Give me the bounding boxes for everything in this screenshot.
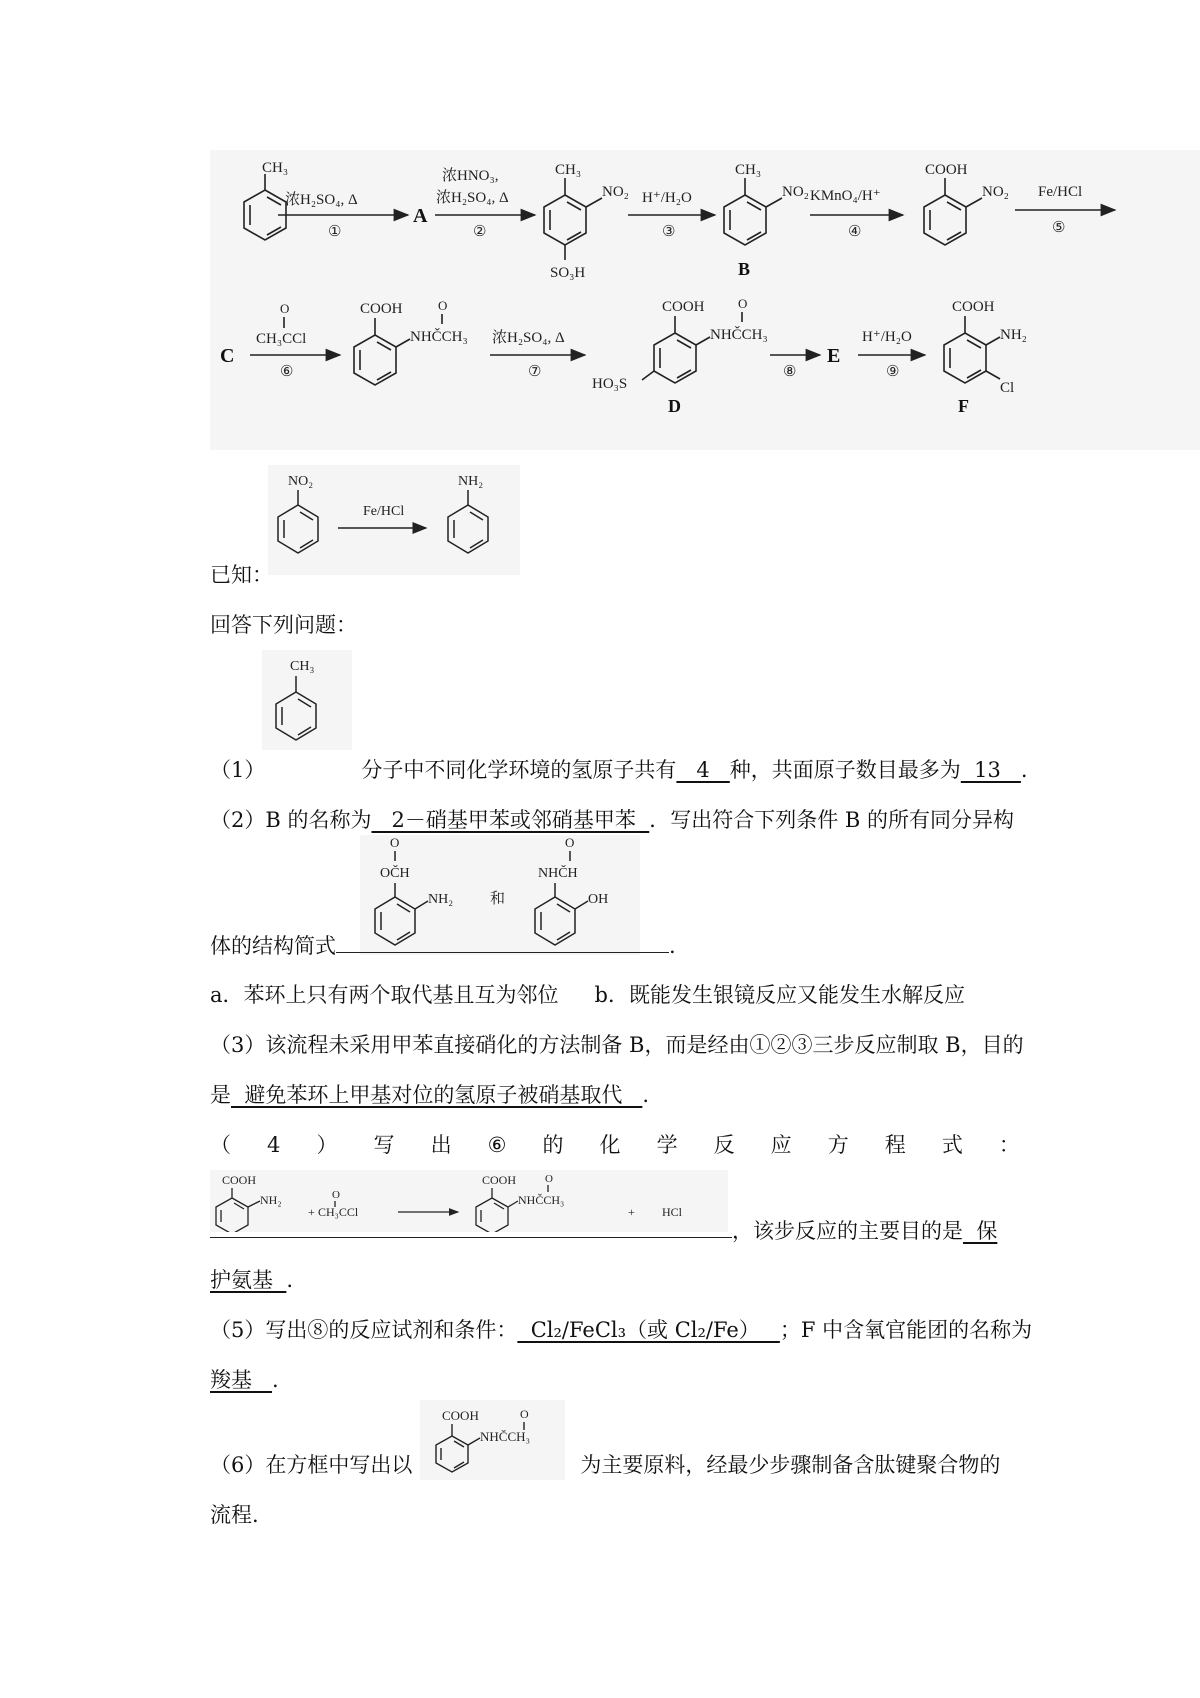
svg-text:NO₂: NO₂ xyxy=(602,184,629,200)
question-4-line-3: 护氨基 . xyxy=(210,1268,294,1292)
svg-text:Cl: Cl xyxy=(1000,380,1015,396)
svg-text:CH₃: CH₃ xyxy=(262,160,289,176)
question-5-line-1: （5）写出⑧的反应试剂和条件： Cl₂/FeCl₃（或 Cl₂/Fe） ；F 中含氧官能团的名称为 xyxy=(210,1318,1033,1342)
svg-text:NHČCH₃: NHČCH₃ xyxy=(710,327,768,343)
svg-text:COOH: COOH xyxy=(442,1408,479,1423)
svg-text:NHČH: NHČH xyxy=(538,866,578,881)
isomer-1-structure xyxy=(375,835,453,945)
svg-text:O: O xyxy=(390,835,400,850)
svg-text:NH₂: NH₂ xyxy=(260,1193,282,1207)
step-7-arrow xyxy=(490,329,585,380)
svg-text:B: B xyxy=(738,259,751,279)
svg-text:⑧: ⑧ xyxy=(783,364,797,380)
compound-a-label: A xyxy=(413,205,428,227)
step-8-arrow xyxy=(770,355,820,380)
svg-text:COOH: COOH xyxy=(662,299,705,315)
known-reagent: Fe/HCl xyxy=(363,504,405,519)
svg-text:CH₃: CH₃ xyxy=(290,659,315,674)
svg-text:HCl: HCl xyxy=(662,1205,683,1219)
svg-text:⑤: ⑤ xyxy=(1052,220,1066,236)
condition-b: b．既能发生银镜反应又能发生水解反应 xyxy=(594,983,965,1007)
svg-text:⑦: ⑦ xyxy=(528,364,542,380)
svg-text:OČH: OČH xyxy=(380,866,410,881)
q4-answer-part-1: 保 xyxy=(963,1219,998,1243)
q1-toluene-figure xyxy=(262,650,352,750)
intro-text: 回答下列问题： xyxy=(210,613,357,637)
question-4-line-2: ，该步反应的主要目的是 保 xyxy=(210,1215,997,1246)
svg-text:H⁺/H₂O: H⁺/H₂O xyxy=(862,329,912,345)
svg-text:COOH: COOH xyxy=(952,299,995,315)
svg-text:CH₃: CH₃ xyxy=(555,162,582,178)
isomer-and-connector: 和 xyxy=(490,891,506,907)
step-9-arrow xyxy=(858,329,925,380)
svg-text:NO₂: NO₂ xyxy=(782,184,809,200)
svg-text:+: + xyxy=(628,1205,635,1219)
svg-text:KMnO₄/H⁺: KMnO₄/H⁺ xyxy=(810,188,881,204)
svg-text:①: ① xyxy=(328,224,342,240)
q2-isomer-answer-blank xyxy=(336,930,669,953)
svg-text:O: O xyxy=(438,298,448,313)
svg-text:O: O xyxy=(738,296,748,311)
svg-text:H⁺/H₂O: H⁺/H₂O xyxy=(642,190,692,206)
svg-text:COOH: COOH xyxy=(222,1173,257,1187)
question-2-conditions xyxy=(210,980,965,1010)
svg-text:+: + xyxy=(308,1205,315,1219)
compound-f-structure xyxy=(944,299,1027,416)
step-2-arrow xyxy=(435,167,535,240)
step-1-arrow xyxy=(278,191,408,240)
svg-text:O: O xyxy=(545,1173,553,1185)
svg-text:CH₃CCl: CH₃CCl xyxy=(256,331,307,347)
svg-text:HO₃S: HO₃S xyxy=(592,376,628,392)
question-4-line-1: （ 4 ） 写 出 ⑥ 的 化 学 反 应 方 程 式 ： xyxy=(210,1133,1020,1157)
nitrotoluene-sulfonic-acid-structure xyxy=(544,162,629,281)
svg-text:CH₃: CH₃ xyxy=(735,162,762,178)
svg-text:Fe/HCl: Fe/HCl xyxy=(1038,184,1083,200)
svg-text:NH₂: NH₂ xyxy=(1000,327,1027,343)
aniline-structure xyxy=(448,474,488,553)
compound-c-label: C xyxy=(220,345,235,367)
svg-text:O: O xyxy=(565,835,575,850)
svg-text:F: F xyxy=(958,396,969,416)
svg-text:CH₃CCl: CH₃CCl xyxy=(318,1205,359,1219)
svg-text:NHČCH₃: NHČCH₃ xyxy=(480,1429,531,1444)
svg-text:O: O xyxy=(332,1189,340,1201)
step-4-arrow xyxy=(810,188,903,240)
question-6-line-2: 流程. xyxy=(210,1503,259,1527)
q1-answer-h-environments: 4 xyxy=(676,758,730,782)
question-2-line-2: 体的结构简式 . xyxy=(210,930,676,961)
step-3-arrow xyxy=(628,190,715,240)
svg-text:COOH: COOH xyxy=(360,301,403,317)
q5-answer-functional-group: 羧基 xyxy=(210,1368,273,1392)
acetamido-benzoic-acid-structure xyxy=(354,298,468,385)
svg-text:NH₂: NH₂ xyxy=(458,474,484,489)
svg-text:COOH: COOH xyxy=(925,162,968,178)
svg-text:SO₃H: SO₃H xyxy=(550,265,586,281)
svg-text:NO₂: NO₂ xyxy=(982,184,1009,200)
svg-text:浓H₂SO₄, Δ: 浓H₂SO₄, Δ xyxy=(492,330,565,346)
q5-answer-reagents: Cl₂/FeCl₃（或 Cl₂/Fe） xyxy=(517,1318,780,1342)
svg-text:NH₂: NH₂ xyxy=(428,892,454,907)
q4-equation-blank xyxy=(210,1215,732,1238)
reaction-scheme-figure xyxy=(210,150,1200,450)
step-5-arrow xyxy=(1015,184,1115,236)
svg-text:COOH: COOH xyxy=(482,1173,517,1187)
question-2-line-1: （2）B 的名称为 2－硝基甲苯或邻硝基甲苯 ．写出符合下列条件 B 的所有同分异构 xyxy=(210,808,1014,832)
compound-d-structure xyxy=(592,296,768,416)
svg-text:浓H₂SO₄, Δ: 浓H₂SO₄, Δ xyxy=(285,192,358,208)
svg-text:O: O xyxy=(520,1407,529,1421)
svg-text:NHČCH₃: NHČCH₃ xyxy=(518,1193,565,1207)
known-label: 已知： xyxy=(210,563,273,587)
question-3-line-1: （3）该流程未采用甲苯直接硝化的方法制备 B，而是经由①②③三步反应制取 B，目的 xyxy=(210,1033,1024,1057)
question-5-line-2: 羧基 . xyxy=(210,1368,279,1392)
svg-text:⑨: ⑨ xyxy=(886,364,900,380)
compound-e-label: E xyxy=(827,345,841,367)
svg-text:⑥: ⑥ xyxy=(280,364,294,380)
svg-text:浓H₂SO₄, Δ: 浓H₂SO₄, Δ xyxy=(436,190,509,206)
question-6-line-1: （6）在方框中写出以 为主要原料，经最少步骤制备含肽键聚合物的 xyxy=(210,1453,1001,1477)
svg-text:浓HNO₃,: 浓HNO₃, xyxy=(442,168,499,184)
nitrobenzene-structure xyxy=(278,474,318,553)
question-1: （1） 分子中不同化学环境的氢原子共有 4 种，共面原子数目最多为 13 . xyxy=(210,758,1028,782)
svg-text:NO₂: NO₂ xyxy=(288,474,314,489)
q3-answer: 避免苯环上甲基对位的氢原子被硝基取代 xyxy=(231,1083,643,1107)
q2-answer-name: 2－硝基甲苯或邻硝基甲苯 xyxy=(371,808,650,832)
toluene-structure xyxy=(244,160,288,240)
condition-a: a．苯环上只有两个取代基且互为邻位 xyxy=(210,983,559,1007)
compound-b-structure xyxy=(724,162,809,279)
q1-answer-coplanar-atoms: 13 xyxy=(960,758,1021,782)
step-6-arrow xyxy=(250,301,340,380)
svg-text:D: D xyxy=(668,396,681,416)
known-reaction-figure xyxy=(268,465,520,575)
svg-text:②: ② xyxy=(473,224,487,240)
isomer-2-structure xyxy=(535,835,608,945)
svg-text:④: ④ xyxy=(848,224,862,240)
svg-text:NHČCH₃: NHČCH₃ xyxy=(410,329,468,345)
svg-text:OH: OH xyxy=(588,892,609,907)
nitrobenzoic-acid-structure xyxy=(924,162,1009,245)
q4-answer-part-2: 护氨基 xyxy=(210,1268,287,1292)
svg-text:O: O xyxy=(280,301,290,316)
svg-text:③: ③ xyxy=(662,224,676,240)
question-3-line-2: 是 避免苯环上甲基对位的氢原子被硝基取代 . xyxy=(210,1083,650,1107)
